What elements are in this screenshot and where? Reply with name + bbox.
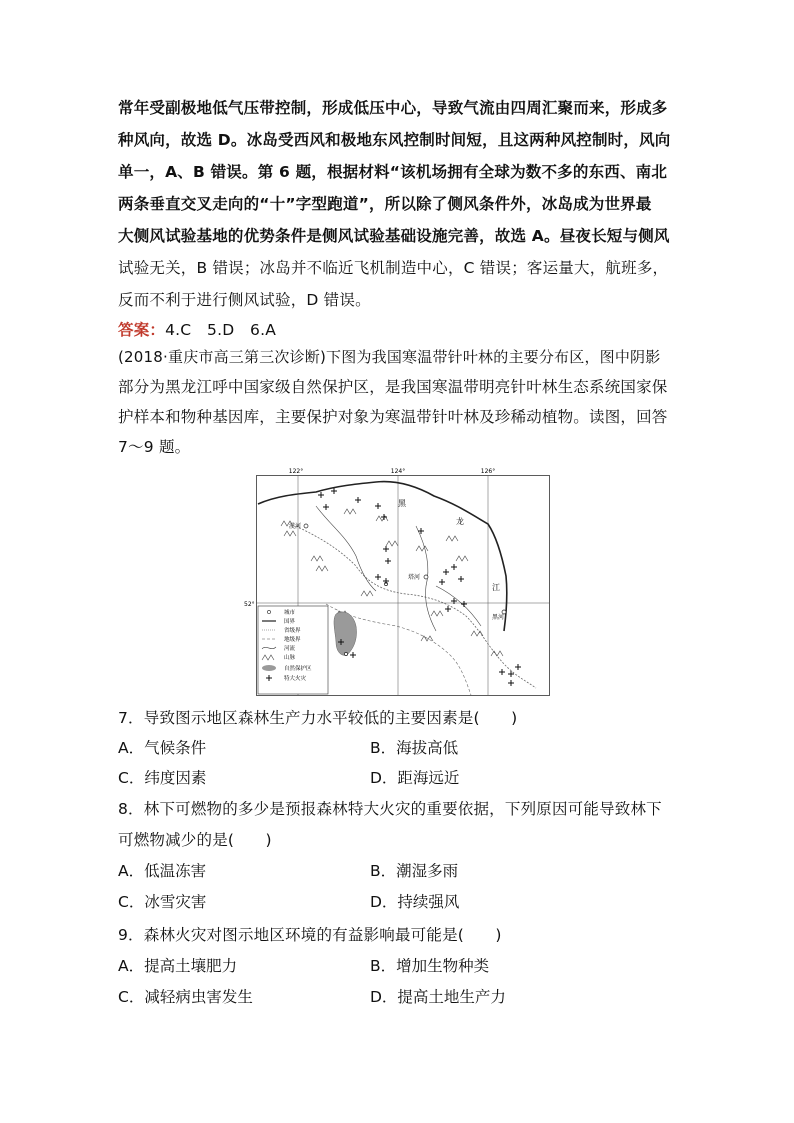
map-legend	[258, 606, 328, 694]
label-hei: 黑	[398, 499, 406, 508]
legend-river: 河流	[284, 646, 296, 652]
intro-line-2: 部分为黑龙江呼中国家级自然保护区，是我国寒温带明亮针叶林生态系统国家保	[118, 378, 668, 396]
question-8-option-b[interactable]: B．潮湿多雨	[370, 862, 459, 880]
question-9-option-b[interactable]: B．增加生物种类	[370, 957, 490, 975]
explanation-line-5: 大侧风试验基地的优势条件是侧风试验基础设施完善，故选 A。昼夜长短与侧风	[118, 227, 670, 245]
question-7-option-a[interactable]: A．气候条件	[118, 739, 207, 757]
question-7-option-c[interactable]: C．纬度因素	[118, 769, 207, 787]
intro-line-4: 7～9 题。	[118, 438, 191, 456]
legend-mountain: 山脉	[284, 655, 296, 661]
answers-text: 4.C 5.D 6.A	[165, 321, 277, 339]
explanation-line-6: 试验无关，B 错误；冰岛并不临近飞机制造中心，C 错误；客运量大，航班多，	[118, 259, 669, 277]
question-8-stem-line-1: 8．林下可燃物的多少是预报森林特大火灾的重要依据，下列原因可能导致林下	[118, 800, 662, 818]
city-4	[344, 652, 347, 655]
question-9-option-a[interactable]: A．提高土壤肥力	[118, 957, 238, 975]
city-mohe	[304, 524, 308, 528]
explanation-line-4: 两条垂直交叉走向的“十”字型跑道”，所以除了侧风条件外，冰岛成为世界最	[118, 195, 652, 213]
label-long: 龙	[456, 517, 464, 526]
legend-prefecture: 地级界	[284, 637, 301, 643]
legend-province: 省级界	[284, 628, 301, 634]
explanation-line-3: 单一，A、B 错误。第 6 题，根据材料“该机场拥有全球为数不多的东西、南北	[118, 163, 668, 181]
intro-line-1: (2018·重庆市高三第三次诊断)下图为我国寒温带针叶林的主要分布区，图中阴影	[118, 348, 661, 366]
legend-national: 国界	[284, 619, 296, 625]
question-9-option-d[interactable]: D．提高土地生产力	[370, 988, 506, 1006]
question-8-option-d[interactable]: D．持续强风	[370, 893, 460, 911]
question-7-option-d[interactable]: D．距海远近	[370, 769, 460, 787]
legend-fire: 特大火灾	[284, 676, 307, 682]
lat-label-52: 52°	[244, 601, 255, 608]
question-8-option-a[interactable]: A．低温冻害	[118, 862, 207, 880]
question-8-stem-line-2: 可燃物减少的是( )	[118, 831, 272, 849]
city-tahe	[424, 575, 428, 579]
label-mohe: 漠河	[289, 523, 302, 530]
question-7-option-b[interactable]: B．海拔高低	[370, 739, 459, 757]
explanation-line-7: 反而不利于进行侧风试验，D 错误。	[118, 291, 371, 309]
intro-line-3: 护样本和物种基因库，主要保护对象为寒温带针叶林及珍稀动植物。读图，回答	[118, 408, 668, 426]
label-jiang: 江	[492, 583, 500, 592]
lon-label-122: 122°	[288, 468, 304, 475]
answers-row	[118, 320, 276, 340]
question-9-option-c[interactable]: C．减轻病虫害发生	[118, 988, 253, 1006]
legend-city: 城市	[284, 610, 296, 616]
label-heihe: 黑河	[492, 614, 505, 621]
lon-label-126: 126°	[480, 468, 496, 475]
lon-label-124: 124°	[390, 468, 406, 475]
forest-distribution-map	[244, 466, 550, 696]
legend-reserve: 自然保护区	[284, 666, 312, 672]
label-tahe: 塔河	[408, 574, 421, 581]
question-7-stem: 7．导致图示地区森林生产力水平较低的主要因素是( )	[118, 709, 518, 727]
explanation-line-1: 常年受副极地低气压带控制，形成低压中心，导致气流由四周汇聚而来，形成多	[118, 99, 668, 117]
question-8-option-c[interactable]: C．冰雪灾害	[118, 893, 207, 911]
explanation-line-2: 种风向，故选 D。冰岛受西风和极地东风控制时间短，且这两种风控制时，风向	[118, 131, 671, 149]
answers-label: 答案：	[118, 321, 166, 339]
question-9-stem: 9．森林火灾对图示地区环境的有益影响最可能是( )	[118, 926, 502, 944]
